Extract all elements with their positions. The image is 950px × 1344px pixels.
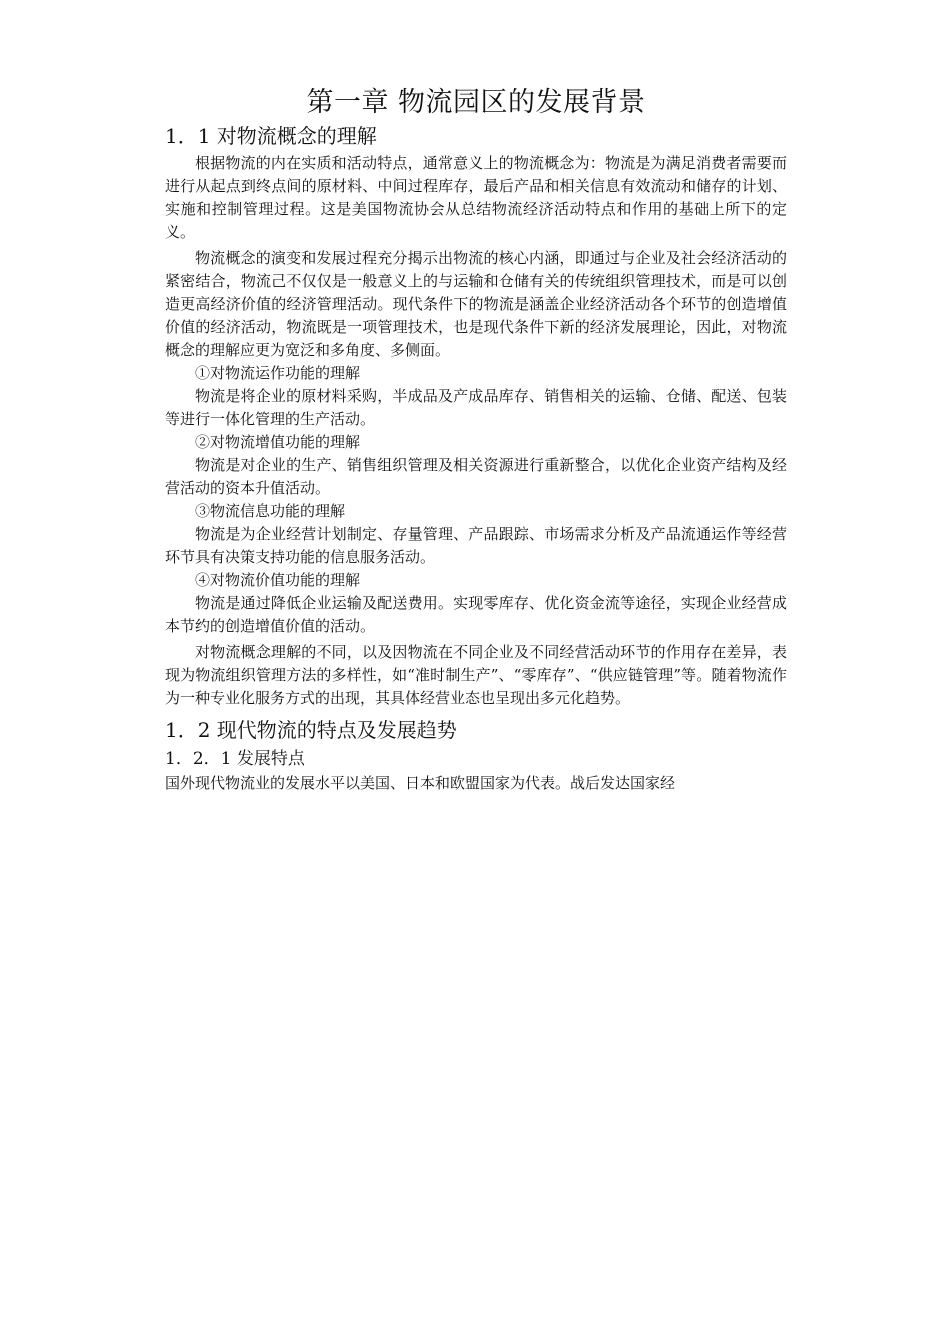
list-item-text: 物流是为企业经营计划制定、存量管理、产品跟踪、市场需求分析及产品流通运作等经营环节具有决策支持功能的信息服务活动。 <box>165 525 787 566</box>
section-heading-1-2: 1．2 现代物流的特点及发展趋势 <box>165 718 457 742</box>
paragraph: 物流概念的演变和发展过程充分揭示出物流的核心内涵，即通过与企业及社会经济活动的紧密结合，物流己不仅仅是一般意义上的与运输和仓储有关的传统组织管理技术，而是可以创造更高经济价值的经济管理活动。现代条件下的物流是涵盖企业经济活动各个环节的创造增值价值的经济活动，物流既是一项管理技术，也是现代条件下新的经济发展理论，因此，对物流概念的理解应更为宽泛和多角度、多侧面。 <box>165 249 787 359</box>
list-item-title: ①对物流运作功能的理解 <box>195 364 361 382</box>
chapter-title: 第一章 物流园区的发展背景 <box>306 87 646 118</box>
list-item-title: ④对物流价值功能的理解 <box>195 571 361 589</box>
list-item-text: 物流是将企业的原材料采购，半成品及产成品库存、销售相关的运输、仓储、配送、包装等进行一体化管理的生产活动。 <box>165 387 787 428</box>
list-item-text: 物流是对企业的生产、销售组织管理及相关资源进行重新整合，以优化企业资产结构及经营活动的资本升值活动。 <box>165 456 787 497</box>
list-item-title: ③物流信息功能的理解 <box>195 502 346 520</box>
section-heading-1-1: 1．1 对物流概念的理解 <box>165 124 377 148</box>
document-page <box>165 86 787 795</box>
paragraph: 国外现代物流业的发展水平以美国、日本和欧盟国家为代表。战后发达国家经 <box>165 774 676 792</box>
subsection-heading-1-2-1: 1．2．1 发展特点 <box>165 749 305 769</box>
list-item-text: 物流是通过降低企业运输及配送费用。实现零库存、优化资金流等途径，实现企业经营成本节约的创造增值价值的活动。 <box>165 594 787 635</box>
list-item-title: ②对物流增值功能的理解 <box>195 433 361 451</box>
paragraph: 根据物流的内在实质和活动特点，通常意义上的物流概念为：物流是为满足消费者需要而进行从起点到终点间的原材料、中间过程库存，最后产品和相关信息有效流动和储存的计划、实施和控制管理过程。这是美国物流协会从总结物流经济活动特点和作用的基础上所下的定义。 <box>165 154 787 241</box>
paragraph: 对物流概念理解的不同，以及因物流在不同企业及不同经营活动环节的作用存在差异，表现为物流组织管理方法的多样性，如“准时制生产”、“零库存”、“供应链管理”等。随着物流作为一种专业化服务方式的出现，其具体经营业态也呈现出多元化趋势。 <box>165 643 787 707</box>
